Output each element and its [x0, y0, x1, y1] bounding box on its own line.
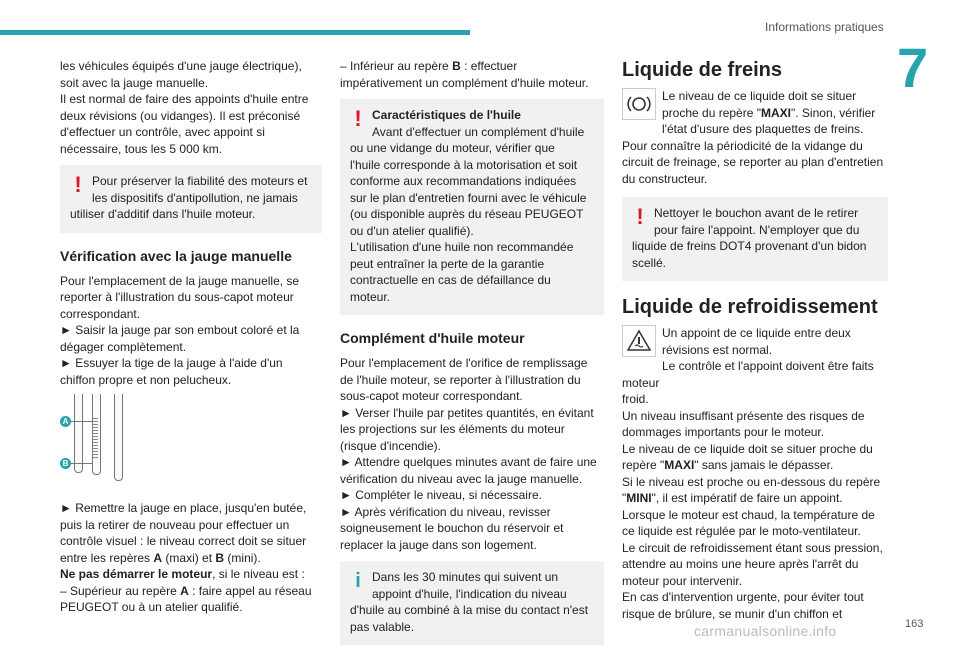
dipstick-rod — [74, 394, 83, 473]
marker-b: B — [60, 458, 71, 469]
brake-fluid-icon — [622, 88, 656, 120]
warning-box-oil-characteristics: ! Caractéristiques de l'huile Avant d'effectuer un complément d'huile ou une vidange du moteur, vérifier que l'huile corresponde à la motorisation et soit conforme aux recommandations indiquées sur le plan d'entretien fourni avec le véhicule (ou disponible auprès du réseau PEUGEOT ou d'un atelier qualifié). L'utilisation d'une huile non recommandée peut entraîner la perte de la garantie contractuelle en cas de défaillance du moteur. — [340, 99, 604, 315]
coolant-text: Un appoint de ce liquide entre deux révisions est normal. Le contrôle et l'appoint doivent être faits moteur froid. Un niveau insuffisant présente des risques de dommages importants pour le moteur. Le niveau de ce liquide doit se situer proche du repère "MAXI" sans jamais le dépasser. Si le niveau est proche ou en-dessous du repère "MINI", il est impératif de faire un appoint. Lorsque le moteur est chaud, la température de ce liquide est régulée par le moto-ventilateur. Le circuit de refroidissement étant sous pression, attendre au moins une heure après l'arrêt du moteur pour intervenir. En cas d'intervention urgente, pour éviter tout risque de brûlure, se munir d'un chiffon et — [622, 326, 883, 621]
marker-a: A — [60, 416, 71, 427]
below-level-text: – Inférieur au repère B : effectuer impérativement un complément d'huile moteur. — [340, 59, 589, 90]
column-1 — [60, 58, 322, 616]
warning-icon: ! — [354, 106, 362, 131]
manual-dipstick-text: Pour l'emplacement de la jauge manuelle, se reporter à l'illustration du sous-capot moteur correspondant. ► Saisir la jauge par son embout coloré et la dégager complètement. ► Essuyer la tige de la jauge à l'aide d'un chiffon propre et non pelucheux. — [60, 273, 300, 387]
intro-text: les véhicules équipés d'une jauge électrique), soit avec la jauge manuelle. Il est normal de faire des appoints d'huile entre deux révisions (ou vidanges). Il est préconisé d'effectuer un contrôle, avec appoint si nécessaire, tous les 5 000 km. — [60, 59, 309, 156]
dipstick-rod — [114, 394, 123, 481]
info-icon: i — [355, 570, 361, 592]
warning-box-brake-cap: ! Nettoyer le bouchon avant de le retirer pour faire l'appoint. N'employer que du liquide de freins DOT4 provenant d'un bidon scellé. — [622, 197, 888, 281]
heading-brake-fluid: Liquide de freins — [622, 59, 783, 81]
warning-box-additive: ! Pour préserver la fiabilité des moteurs et les dispositifs d'antipollution, ne jamais utiliser d'additif dans l'huile moteur. — [60, 165, 322, 233]
page-number: 163 — [905, 618, 924, 630]
header-accent-bar — [0, 30, 470, 35]
column-2 — [340, 58, 604, 653]
column-3 — [622, 58, 888, 622]
heading-manual-dipstick: Vérification avec la jauge manuelle — [60, 247, 292, 264]
dipstick-scale — [93, 418, 98, 458]
dipstick-check-text: ► Remettre la jauge en place, jusqu'en butée, puis la retirer de nouveau pour effectuer un contrôle visuel : le niveau correct doit se situer entre les repères A (maxi) et B (mini). Ne pas démarrer le moteur, si le niveau est : – Supérieur au repère A : faire appel au réseau PEUGEOT ou à un atelier qualifié. — [60, 501, 312, 614]
warning-icon: ! — [74, 172, 82, 197]
heading-coolant: Liquide de refroidissement — [622, 296, 878, 318]
watermark: carmanualsonline.info — [694, 623, 837, 639]
coolant-icon — [622, 325, 656, 357]
chapter-number: 7 — [897, 36, 929, 99]
section-title: Informations pratiques — [765, 20, 884, 34]
oil-topup-text: Pour l'emplacement de l'orifice de remplissage de l'huile moteur, se reporter à l'illustration du sous-capot moteur correspondant. ► Verser l'huile par petites quantités, en évitant les projections sur les éléments du moteur (risque d'incendie). ► Attendre quelques minutes avant de faire une vérification du niveau avec la jauge manuelle. ► Compléter le niveau, si nécessaire. ► Après vérification du niveau, revisser soigneusement le bouchon du réservoir et replacer la jauge dans son logement. — [340, 356, 597, 552]
heading-oil-topup: Complément d'huile moteur — [340, 330, 525, 346]
info-box-30-minutes: i Dans les 30 minutes qui suivent un appoint d'huile, l'indication du niveau d'huile au combiné à la mise du contact n'est pas valable. — [340, 561, 604, 645]
dipstick-illustration — [60, 394, 322, 494]
warning-icon: ! — [636, 204, 644, 229]
brake-fluid-text: Le niveau de ce liquide doit se situer proche du repère "MAXI". Sinon, vérifier l'état d'usure des plaquettes de freins. Pour connaître la périodicité de la vidange du circuit de freinage, se reporter au plan d'entretien du constructeur. — [622, 89, 884, 186]
